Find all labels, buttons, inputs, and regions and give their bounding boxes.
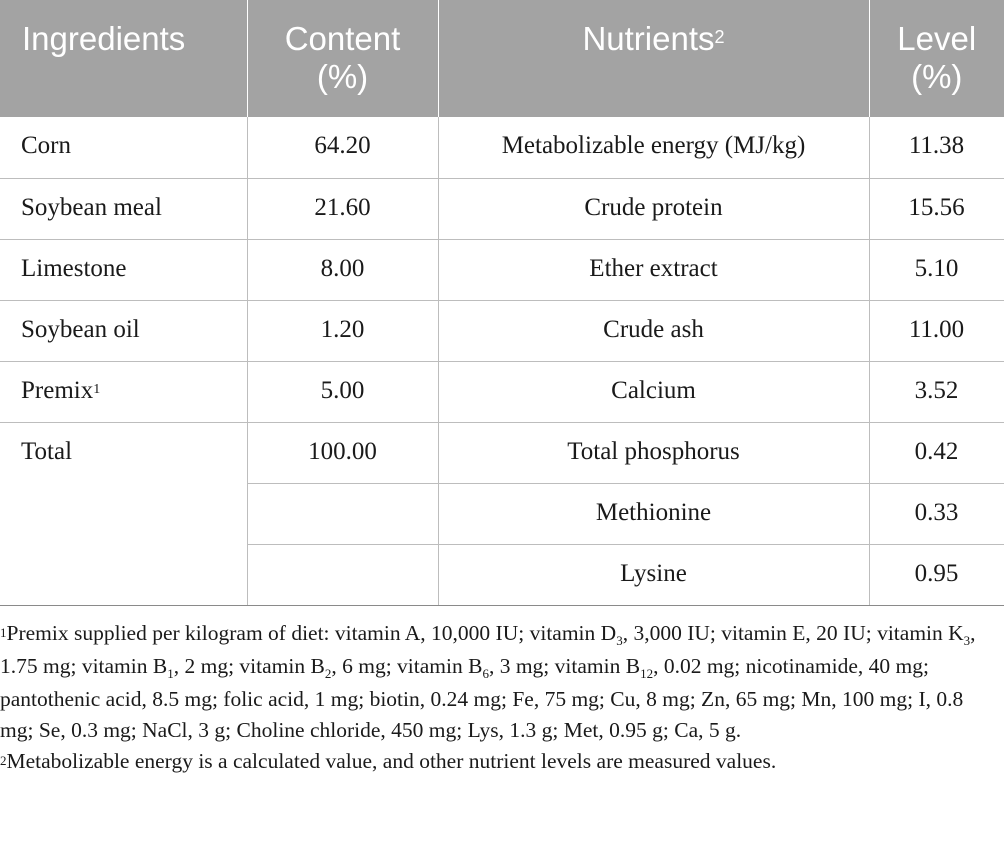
footnote-2: $^2$Metabolizable energy is a calculated value, and other nutrient levels are measured values. <box>0 749 777 773</box>
nutrient-cell: Lysine <box>438 544 869 605</box>
header-content: Content (%) <box>247 0 438 117</box>
level-cell: 3.52 <box>869 361 1004 422</box>
ingredient-cell: Total <box>0 422 247 483</box>
content-cell: 5.00 <box>247 361 438 422</box>
ingredient-cell: Soybean oil <box>0 300 247 361</box>
footnote-marker: 2 <box>714 27 725 47</box>
ingredient-cell: Limestone <box>0 239 247 300</box>
header-row <box>0 0 1004 117</box>
nutrient-cell: Calcium <box>438 361 869 422</box>
content-cell <box>247 544 438 605</box>
header-nutrients: Nutrients$^2$ <box>438 0 869 117</box>
ingredient-cell: Corn <box>21 132 71 159</box>
table-row <box>0 422 1004 483</box>
level-cell: 0.95 <box>869 544 1004 605</box>
nutrient-cell: Crude protein <box>438 178 869 239</box>
table-row <box>0 361 1004 422</box>
footnote-marker: 1 <box>0 625 7 640</box>
ingredient-cell: Soybean meal <box>0 178 247 239</box>
content-cell: 100.00 <box>247 422 438 483</box>
content-cell: 8.00 <box>247 239 438 300</box>
content-cell: 64.20 <box>247 117 438 178</box>
level-cell: 11.38 <box>869 117 1004 178</box>
level-cell: 0.42 <box>869 422 1004 483</box>
nutrient-cell: Metabolizable energy (MJ/kg) <box>438 117 869 178</box>
content-cell <box>247 483 438 544</box>
table-row <box>0 178 1004 239</box>
level-cell: 11.00 <box>869 300 1004 361</box>
content-cell: 1.20 <box>247 300 438 361</box>
nutrient-cell: Crude ash <box>438 300 869 361</box>
nutrient-cell: Methionine <box>438 483 869 544</box>
table-header <box>0 0 1004 117</box>
table-body <box>0 117 1004 605</box>
level-cell: 5.10 <box>869 239 1004 300</box>
table-footnotes <box>0 618 1000 777</box>
nutrient-cell: Ether extract <box>438 239 869 300</box>
footnote-marker: 1 <box>93 381 101 397</box>
ingredient-cell: Premix$^1$ <box>0 361 247 422</box>
footnote-1: $^1$Premix supplied per kilogram of diet: vitamin A, 10,000 IU; vitamin $D_3$, 3,000 IU; vitamin E, 20 IU; vitamin $K_3$, 1.75 mg; vitamin $B_1$, 2 mg; vitamin $B_2$, 6 mg; vitamin $B_6$, 3 mg; vitamin $B_{12}$, 0.02 mg; nicotinamide, 40 mg; pantothenic acid, 8.5 mg; folic acid, 1 mg; biotin, 0.24 mg; Fe, 75 mg; Cu, 8 mg; Zn, 65 mg; Mn, 100 mg; I, 0.8 mg; Se, 0.3 mg; NaCl, 3 g; Choline chloride, 450 mg; Lys, 1.3 g; Met, 0.95 g; Ca, 5 g. <box>0 621 976 742</box>
content-cell: 21.60 <box>247 178 438 239</box>
table-row <box>0 544 1004 605</box>
table-row <box>0 117 1004 178</box>
header-ingredients: Ingredients <box>22 20 186 57</box>
table-row <box>0 483 1004 544</box>
table-row <box>0 239 1004 300</box>
ingredient-cell <box>0 483 247 544</box>
level-cell: 0.33 <box>869 483 1004 544</box>
table-row <box>0 300 1004 361</box>
footnote-marker: 2 <box>0 753 7 768</box>
header-level: Level (%) <box>869 0 1004 117</box>
level-cell: 15.56 <box>869 178 1004 239</box>
ingredient-cell <box>0 544 247 605</box>
nutrient-cell: Total phosphorus <box>438 422 869 483</box>
